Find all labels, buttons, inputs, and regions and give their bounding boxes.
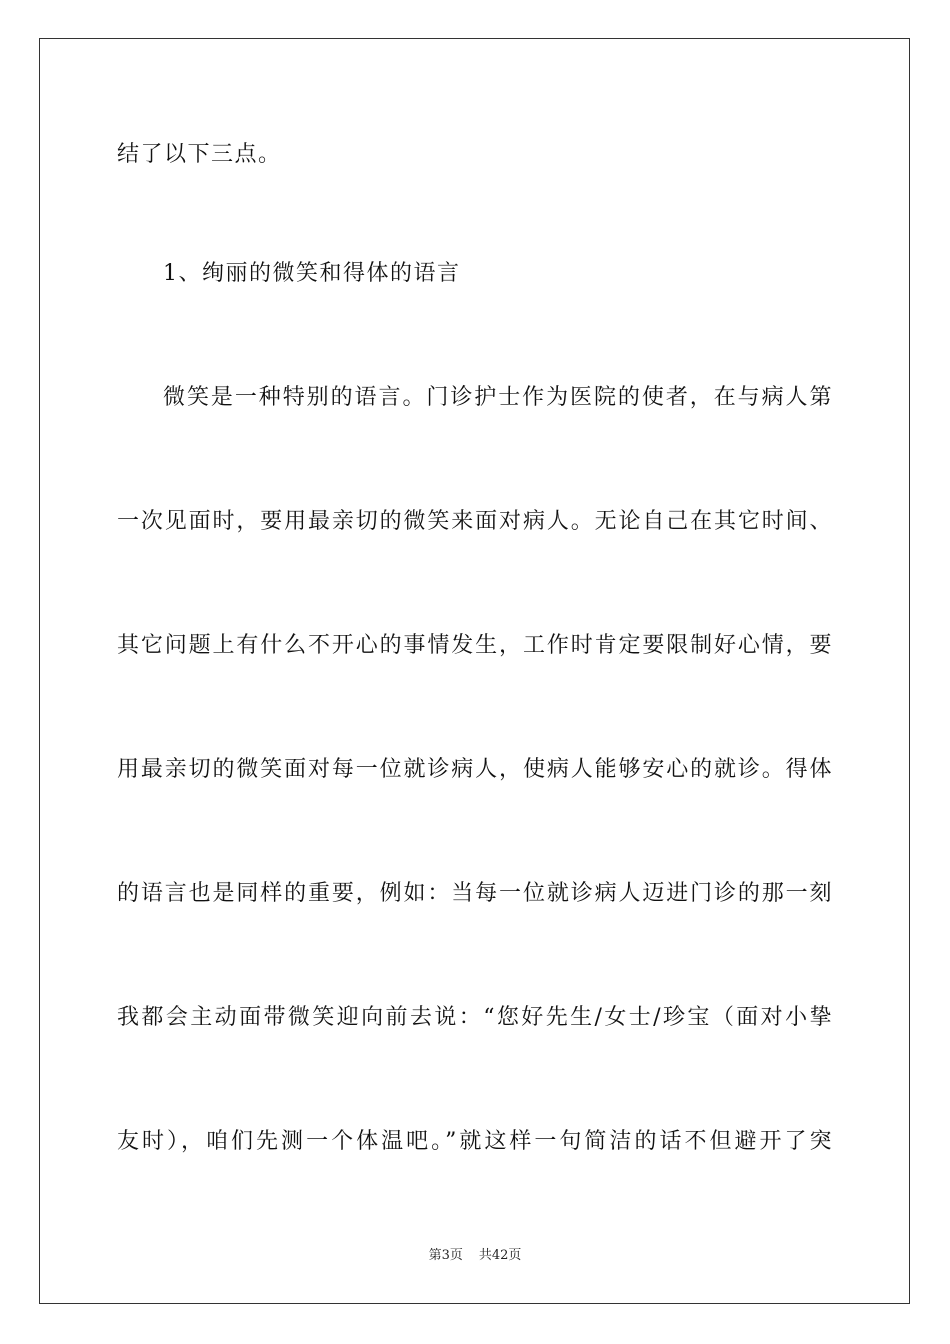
- body-line-2: 微笑是一种特别的语言。门诊护士作为医院的使者，在与病人第: [163, 385, 833, 410]
- body-line-4: 其它问题上有什么不开心的事情发生，工作时肯定要限制好心情，要: [117, 633, 833, 658]
- page-number: 第3页: [428, 1248, 463, 1263]
- section-heading: 1、绚丽的微笑和得体的语言: [163, 261, 461, 286]
- body-line-7: 我都会主动面带微笑迎向前去说：“您好先生/女士/珍宝（面对小挚: [117, 1005, 833, 1030]
- page-total: 共42页: [478, 1248, 522, 1263]
- page-footer: [0, 1248, 950, 1264]
- body-line-5: 用最亲切的微笑面对每一位就诊病人，使病人能够安心的就诊。得体: [117, 757, 833, 782]
- body-line-6: 的语言也是同样的重要，例如：当每一位就诊病人迈进门诊的那一刻: [117, 881, 833, 906]
- body-line-1: 结了以下三点。: [117, 142, 282, 167]
- body-line-8: 友时），咱们先测一个体温吧。”就这样一句简洁的话不但避开了突: [117, 1129, 833, 1154]
- page-border: [39, 38, 910, 1304]
- body-line-3: 一次见面时，要用最亲切的微笑来面对病人。无论自己在其它时间、: [117, 509, 833, 534]
